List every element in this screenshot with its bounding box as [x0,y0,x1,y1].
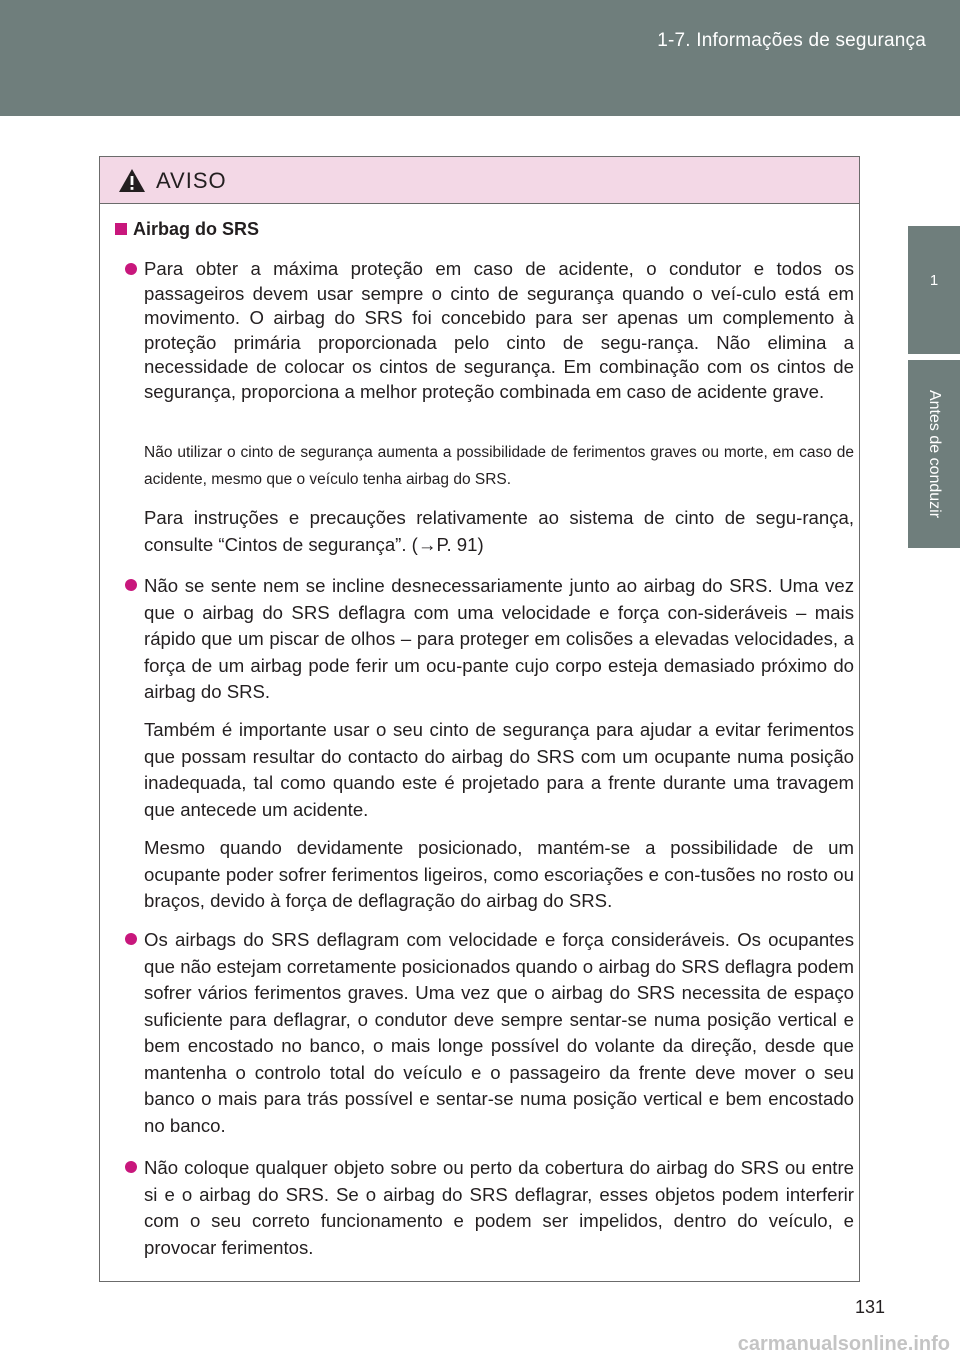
bullet-paragraph [144,1155,854,1261]
warning-title: AVISO [156,168,227,193]
page-number: 131 [855,1297,886,1317]
bullet-icon [125,1161,137,1173]
paragraph [144,717,854,823]
page-header [0,0,960,116]
paragraph-text: Para obter a máxima proteção em caso de acidente, o condutor e todos os passageiros devem usar sempre o cinto de segurança quando o veí-culo está em movimento. O airbag do SRS foi concebido para ser apenas um complemento à proteção primária proporcionada pelo cinto de segu-rança. Não elimina a necessidade de colocar os cintos de segurança. Em combinação com os cintos de segurança, proporciona a melhor proteção combinada em caso de acidente grave. [144,258,854,402]
paragraph [144,439,854,493]
watermark: carmanualsonline.info [737,1333,950,1355]
chapter-label: Antes de conduzir [926,389,943,519]
section-heading: 1-7. Informações de segurança [657,30,926,51]
bullet-paragraph [144,573,854,706]
bullet-icon [125,263,137,275]
bullet-icon [125,933,137,945]
bullet-paragraph [144,257,854,404]
bullet-paragraph [144,927,854,1139]
chapter-number-tab [908,226,960,354]
warning-box [99,156,860,1282]
section-title-text: Airbag do SRS [133,219,260,239]
paragraph-text: Não utilizar o cinto de segurança aumenta a possibilidade de ferimentos graves ou morte, em caso de acidente, mesmo que o veículo tenha airbag do SRS. [144,444,854,488]
paragraph-text: Também é importante usar o seu cinto de segurança para ajudar a evitar ferimentos que possam resultar do contacto do airbag do SRS com um ocupante numa posição inadequada, tal como quando este é projetado para a frente durante uma travagem que antecede um acidente. [144,719,854,820]
paragraph-text: Não se sente nem se incline desnecessariamente junto ao airbag do SRS. Uma vez que o airbag do SRS deflagra com uma velocidade e força con-sideráveis – mais rápido que um piscar de olhos – para proteger em colisões a elevadas velocidades, a força de um airbag pode ferir um ocu-pante cujo corpo esteja demasiado próximo do airbag do SRS. [144,575,854,702]
paragraph-text: Mesmo quando devidamente posicionado, mantém-se a possibilidade de um ocupante poder sofrer ferimentos ligeiros, como escoriações e con-tusões no rosto ou braços, devido à força de deflagração do airbag do SRS. [144,837,854,911]
paragraph-text: Para instruções e precauções relativamente ao sistema de cinto de segu-rança, consulte “Cintos de segurança”. (→P. 91) [144,507,854,555]
chapter-number: 1 [929,272,939,289]
paragraph [144,835,854,915]
square-bullet-icon [115,223,127,235]
warning-triangle-icon [118,168,146,193]
paragraph-text: Os airbags do SRS deflagram com velocidade e força consideráveis. Os ocupantes que não estejam corretamente posicionados quando o airbag do SRS deflagra podem sofrer vários ferimentos graves. Uma vez que o airbag do SRS necessita de espaço suficiente para deflagrar, o condutor deve sempre sentar-se numa posição vertical e bem encostado no banco, o mais longe possível do volante da direção, desde que mantenha o controlo total do veículo e o passageiro da frente deve mover o seu banco o mais para trás possível e sentar-se numa posição vertical e bem encostado no banco. [144,929,854,1136]
paragraph-text: Não coloque qualquer objeto sobre ou perto da cobertura do airbag do SRS ou entre si e o airbag do SRS. Se o airbag do SRS deflagrar, esses objetos podem interferir com o seu correto funcionamento e podem ser impelidos, dentro do veículo, e provocar ferimentos. [144,1157,854,1258]
bullet-icon [125,579,137,591]
section-title [115,219,259,240]
chapter-label-tab [908,360,960,548]
warning-header [100,157,859,204]
paragraph [144,505,854,558]
